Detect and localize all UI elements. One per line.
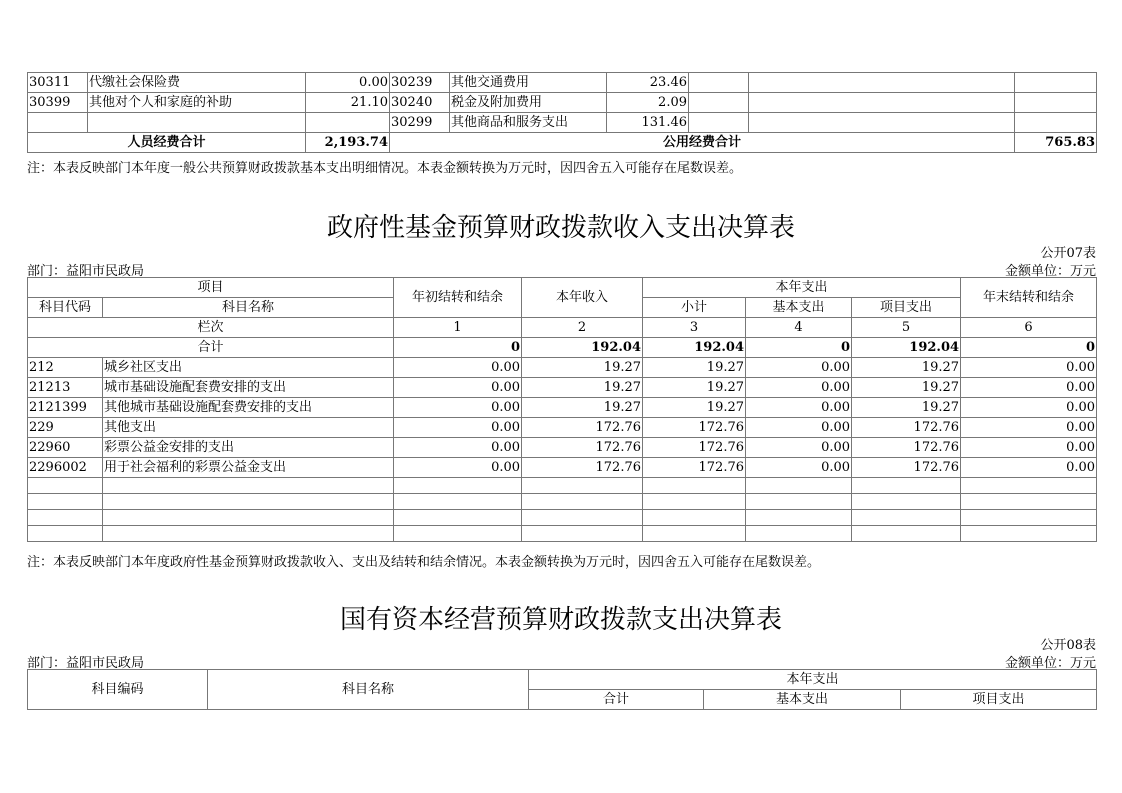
table-cell: 城市基础设施配套费安排的支出 [103, 378, 394, 398]
header-expense: 本年支出 [529, 670, 1097, 690]
column-number: 1 [394, 318, 522, 338]
table-cell: 172.76 [522, 438, 643, 458]
empty-cell [746, 510, 852, 526]
table-cell: 23.46 [607, 73, 689, 93]
table-cell: 0.00 [961, 398, 1097, 418]
table-cell: 172.76 [643, 458, 746, 478]
table-row [28, 73, 1097, 93]
table-cell: 30239 [390, 73, 450, 93]
column-number-label: 栏次 [28, 318, 394, 338]
table-cell: 172.76 [852, 458, 961, 478]
table-row [28, 418, 1097, 438]
total-cell: 192.04 [522, 338, 643, 358]
header-total: 合计 [529, 690, 704, 710]
table-cell: 0.00 [746, 398, 852, 418]
table-cell: 彩票公益金安排的支出 [103, 438, 394, 458]
total-label: 合计 [28, 338, 394, 358]
table-cell: 30240 [390, 93, 450, 113]
header-name: 科目名称 [208, 670, 529, 710]
table-cell: 0.00 [746, 458, 852, 478]
table-cell: 19.27 [852, 378, 961, 398]
table08-number: 公开08表 [1040, 638, 1096, 653]
table-cell: 19.27 [522, 378, 643, 398]
table-cell: 0.00 [961, 358, 1097, 378]
table-cell: 30399 [28, 93, 88, 113]
total-row [28, 338, 1097, 358]
table-cell: 用于社会福利的彩票公益金支出 [103, 458, 394, 478]
empty-cell [103, 526, 394, 542]
empty-cell [749, 93, 1015, 113]
empty-cell [961, 510, 1097, 526]
state-capital-table [27, 669, 1097, 710]
header-end-balance: 年末结转和结余 [961, 278, 1097, 318]
table-row [28, 113, 1097, 133]
table-cell [306, 113, 390, 133]
header-subtotal: 小计 [643, 298, 746, 318]
empty-cell [1015, 73, 1097, 93]
table-cell: 19.27 [643, 398, 746, 418]
header-item: 项目 [28, 278, 394, 298]
empty-cell [643, 478, 746, 494]
table-cell: 19.27 [643, 358, 746, 378]
empty-cell [746, 526, 852, 542]
empty-cell [961, 478, 1097, 494]
total-cell: 192.04 [852, 338, 961, 358]
table-row [28, 358, 1097, 378]
table-cell: 172.76 [643, 438, 746, 458]
empty-cell [394, 526, 522, 542]
table-cell: 30311 [28, 73, 88, 93]
table-cell: 172.76 [522, 418, 643, 438]
table-cell: 172.76 [643, 418, 746, 438]
gov-fund-table [27, 277, 1097, 542]
empty-cell [961, 526, 1097, 542]
table-cell: 0.00 [961, 378, 1097, 398]
table-cell: 0.00 [961, 458, 1097, 478]
table-cell: 0.00 [394, 418, 522, 438]
header-project: 项目支出 [901, 690, 1097, 710]
column-number-row [28, 318, 1097, 338]
empty-cell [522, 494, 643, 510]
table-cell: 0.00 [746, 418, 852, 438]
empty-cell [643, 526, 746, 542]
empty-cell [749, 113, 1015, 133]
table07-note: 注：本表反映部门本年度政府性基金预算财政拨款收入、支出及结转和结余情况。本表金额转换为万元时，因四舍五入可能存在尾数误差。 [27, 555, 821, 570]
table06-note: 注：本表反映部门本年度一般公共预算财政拨款基本支出明细情况。本表金额转换为万元时，因四舍五入可能存在尾数误差。 [27, 161, 743, 176]
table-cell: 0.00 [394, 378, 522, 398]
table-cell: 0.00 [961, 418, 1097, 438]
header-row-1 [28, 670, 1097, 690]
totals-row [28, 133, 1097, 153]
table-cell: 131.46 [607, 113, 689, 133]
empty-cell [522, 526, 643, 542]
table-cell: 0.00 [306, 73, 390, 93]
table-cell: 税金及附加费用 [450, 93, 607, 113]
empty-cell [522, 510, 643, 526]
header-income: 本年收入 [522, 278, 643, 318]
table-cell: 172.76 [522, 458, 643, 478]
table-cell: 2.09 [607, 93, 689, 113]
table-cell: 19.27 [522, 398, 643, 418]
table-cell: 0.00 [746, 358, 852, 378]
table-cell: 19.27 [852, 358, 961, 378]
header-expense: 本年支出 [643, 278, 961, 298]
table-cell: 0.00 [394, 358, 522, 378]
empty-cell [689, 93, 749, 113]
empty-cell [852, 526, 961, 542]
table08-department: 部门：益阳市民政局 [27, 656, 145, 671]
empty-cell [643, 494, 746, 510]
table08-unit: 金额单位：万元 [1004, 656, 1096, 671]
empty-cell [852, 510, 961, 526]
personnel-total-label: 人员经费合计 [28, 133, 306, 153]
header-row-1 [28, 278, 1097, 298]
personnel-total-value: 2,193.74 [306, 133, 390, 153]
header-code: 科目代码 [28, 298, 103, 318]
table-cell [28, 113, 88, 133]
total-cell: 0 [394, 338, 522, 358]
table-cell: 0.00 [746, 378, 852, 398]
table-cell: 2296002 [28, 458, 103, 478]
empty-cell [1015, 93, 1097, 113]
empty-cell [852, 478, 961, 494]
table-cell: 0.00 [394, 458, 522, 478]
header-name: 科目名称 [103, 298, 394, 318]
table-cell: 19.27 [643, 378, 746, 398]
table-cell: 19.27 [522, 358, 643, 378]
empty-cell [1015, 113, 1097, 133]
table-cell: 城乡社区支出 [103, 358, 394, 378]
table-cell: 代缴社会保险费 [88, 73, 306, 93]
total-cell: 192.04 [643, 338, 746, 358]
table07-department: 部门：益阳市民政局 [27, 264, 145, 279]
empty-cell [394, 478, 522, 494]
total-cell: 0 [961, 338, 1097, 358]
column-number: 3 [643, 318, 746, 338]
table08-title: 国有资本经营预算财政拨款支出决算表 [339, 605, 782, 635]
empty-cell [28, 478, 103, 494]
table-cell: 172.76 [852, 418, 961, 438]
table-cell [88, 113, 306, 133]
table-cell: 0.00 [394, 438, 522, 458]
empty-row [28, 510, 1097, 526]
table-cell: 2121399 [28, 398, 103, 418]
table-row [28, 458, 1097, 478]
basic-expense-detail-table [27, 72, 1097, 153]
column-number: 5 [852, 318, 961, 338]
header-begin-balance: 年初结转和结余 [394, 278, 522, 318]
header-project: 项目支出 [852, 298, 961, 318]
table-cell: 0.00 [746, 438, 852, 458]
table-cell: 212 [28, 358, 103, 378]
table-row [28, 378, 1097, 398]
empty-cell [394, 494, 522, 510]
empty-row [28, 526, 1097, 542]
empty-cell [522, 478, 643, 494]
public-total-value: 765.83 [1015, 133, 1097, 153]
empty-cell [746, 494, 852, 510]
empty-cell [28, 510, 103, 526]
table-cell: 21.10 [306, 93, 390, 113]
table-cell: 30299 [390, 113, 450, 133]
empty-cell [28, 494, 103, 510]
empty-cell [643, 510, 746, 526]
table-cell: 0.00 [394, 398, 522, 418]
table-cell: 其他对个人和家庭的补助 [88, 93, 306, 113]
empty-cell [749, 73, 1015, 93]
table-cell: 19.27 [852, 398, 961, 418]
table-cell: 0.00 [961, 438, 1097, 458]
empty-cell [961, 494, 1097, 510]
empty-cell [103, 510, 394, 526]
table-row [28, 93, 1097, 113]
table-cell: 229 [28, 418, 103, 438]
table-cell: 其他交通费用 [450, 73, 607, 93]
table07-unit: 金额单位：万元 [1004, 264, 1096, 279]
empty-cell [852, 494, 961, 510]
empty-cell [746, 478, 852, 494]
header-code: 科目编码 [28, 670, 208, 710]
table-cell: 172.76 [852, 438, 961, 458]
table07-number: 公开07表 [1040, 246, 1096, 261]
header-basic: 基本支出 [746, 298, 852, 318]
empty-cell [103, 494, 394, 510]
empty-cell [689, 113, 749, 133]
table-cell: 22960 [28, 438, 103, 458]
empty-cell [103, 478, 394, 494]
table-row [28, 398, 1097, 418]
table-cell: 其他商品和服务支出 [450, 113, 607, 133]
table07-title: 政府性基金预算财政拨款收入支出决算表 [326, 213, 795, 243]
column-number: 2 [522, 318, 643, 338]
empty-cell [394, 510, 522, 526]
table-cell: 21213 [28, 378, 103, 398]
public-total-label: 公用经费合计 [390, 133, 1015, 153]
total-cell: 0 [746, 338, 852, 358]
table-cell: 其他城市基础设施配套费安排的支出 [103, 398, 394, 418]
empty-row [28, 494, 1097, 510]
column-number: 4 [746, 318, 852, 338]
empty-row [28, 478, 1097, 494]
table-cell: 其他支出 [103, 418, 394, 438]
table-row [28, 438, 1097, 458]
empty-cell [689, 73, 749, 93]
empty-cell [28, 526, 103, 542]
column-number: 6 [961, 318, 1097, 338]
header-basic: 基本支出 [704, 690, 901, 710]
